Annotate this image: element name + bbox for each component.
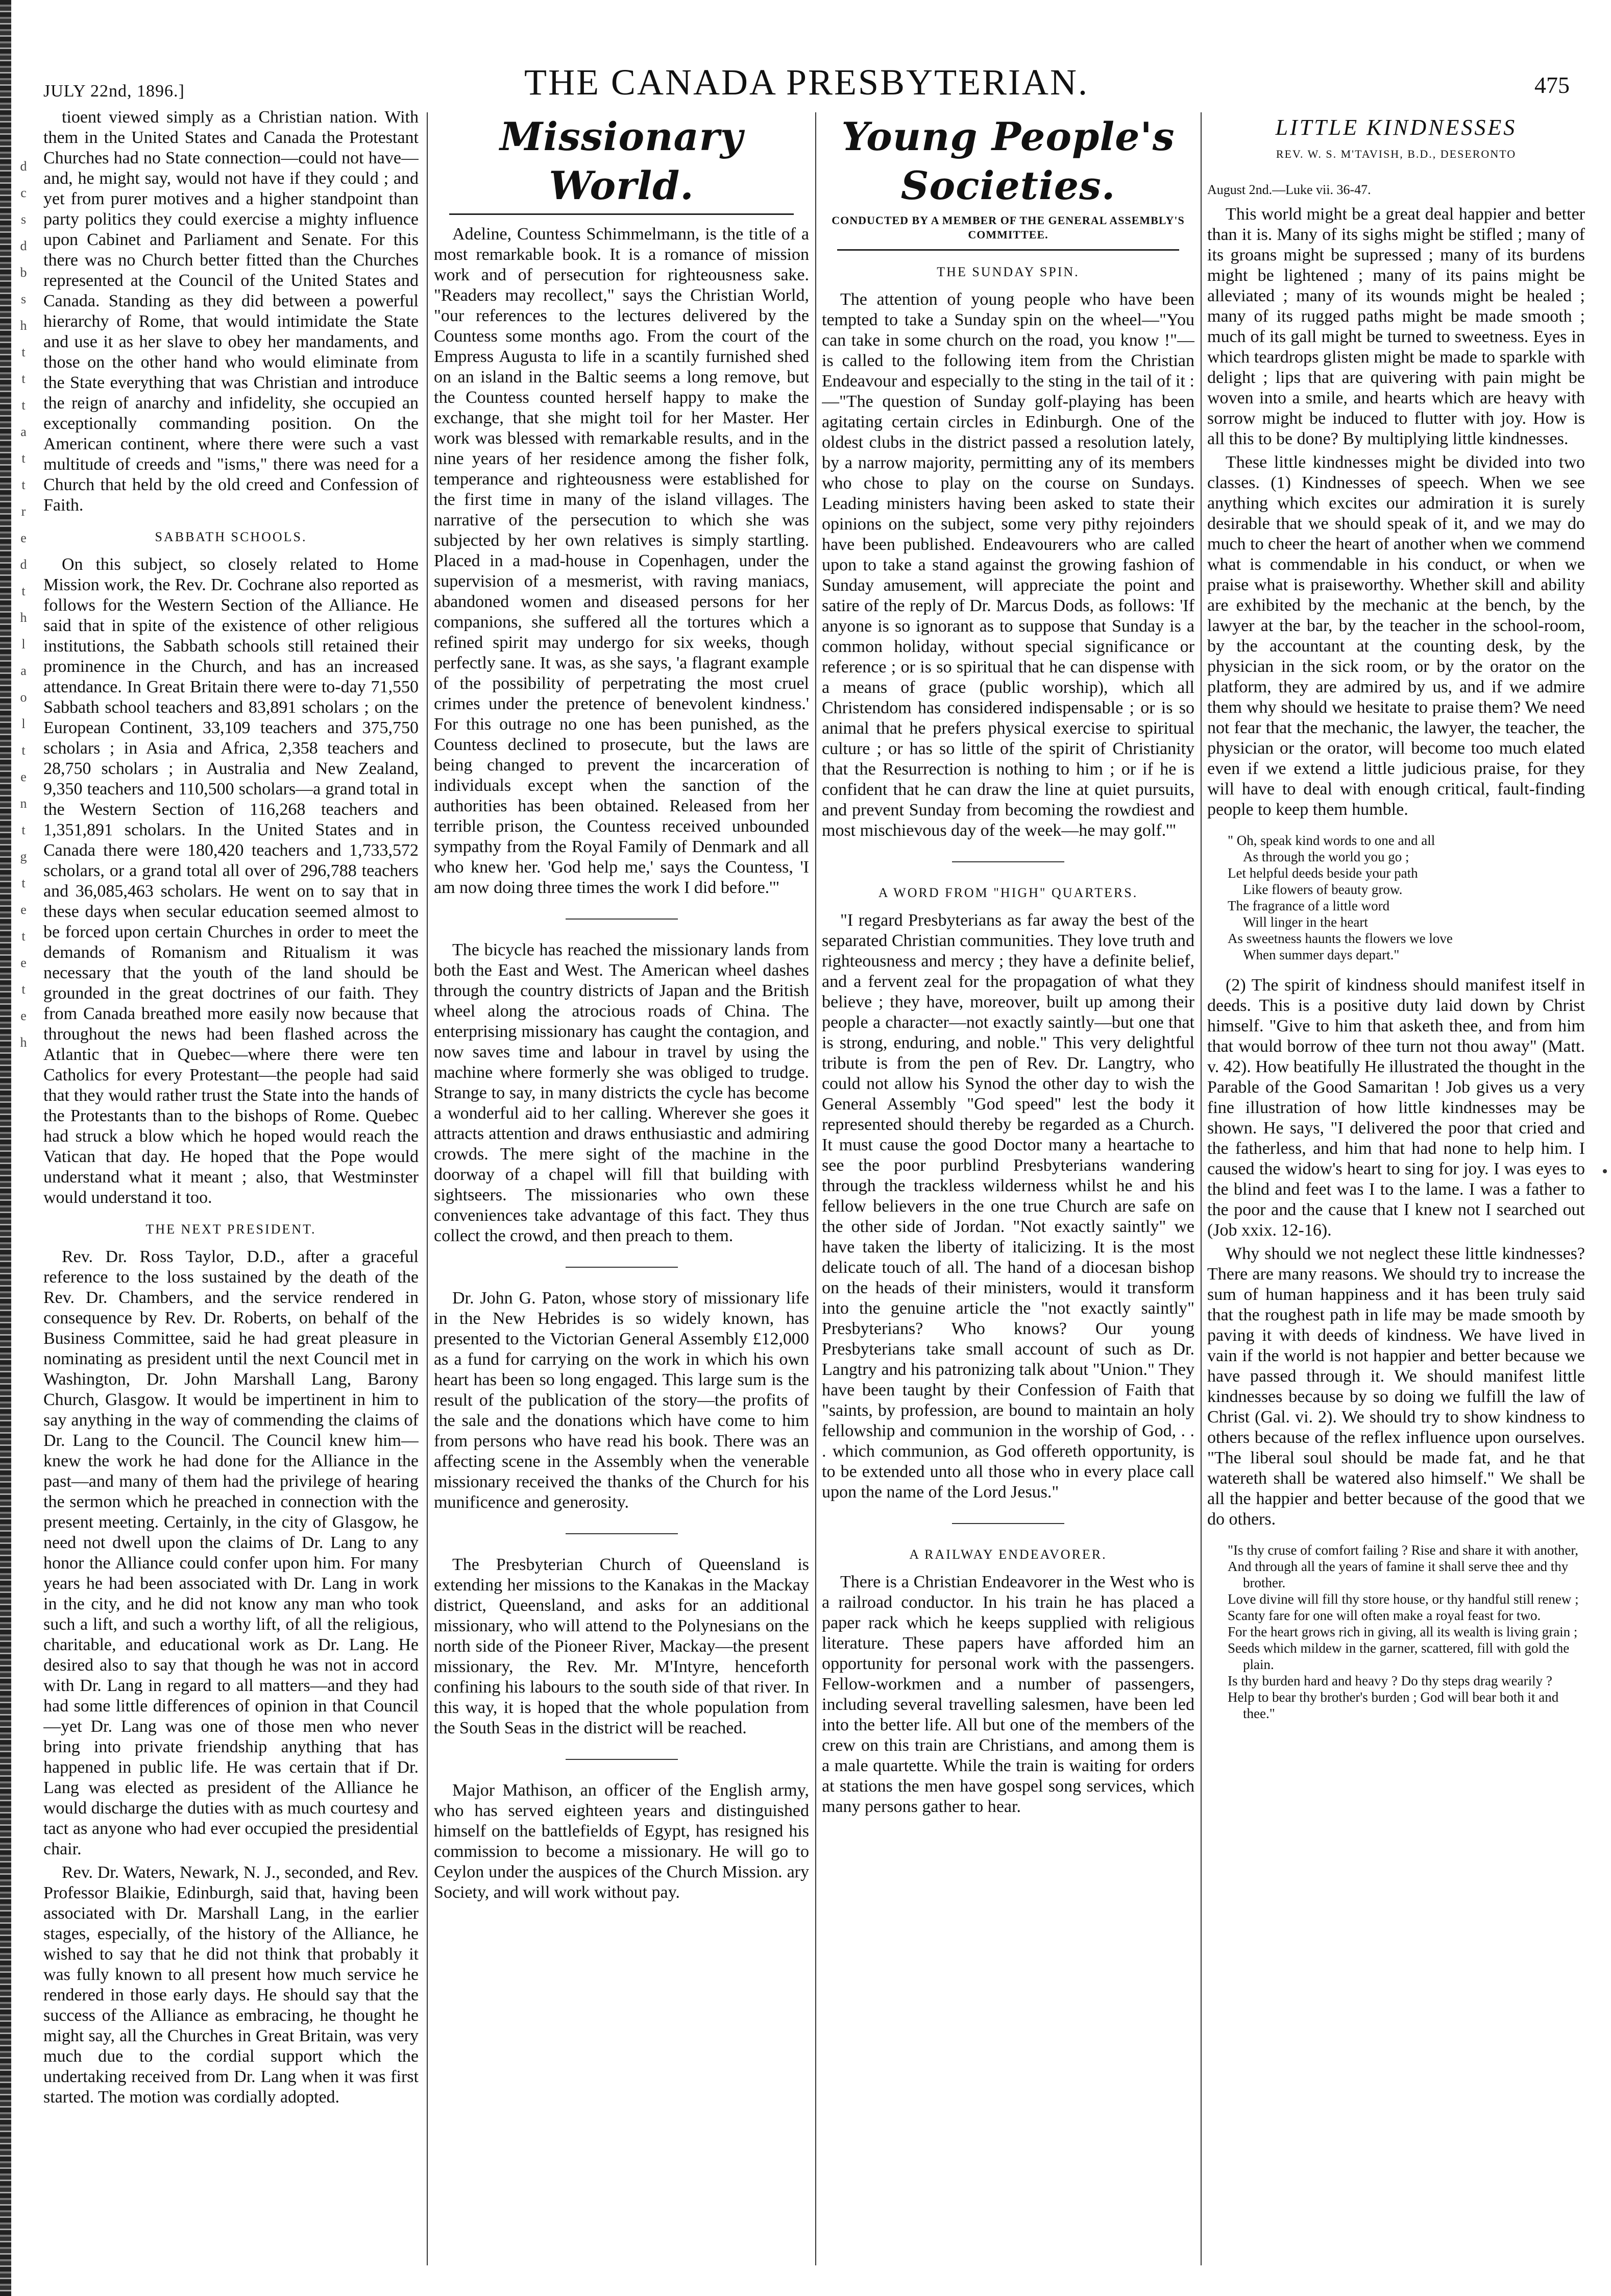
margin-letter: t: [21, 823, 26, 837]
word-section: [822, 910, 1194, 1503]
margin-letter: t: [21, 929, 26, 944]
young-peoples-heading: Young People's Societies.: [841, 114, 1175, 208]
margin-letter: e: [20, 769, 27, 784]
section-separator: [952, 1523, 1064, 1524]
margin-letter: t: [21, 743, 26, 758]
paragraph: Rev. Dr. Ross Taylor, D.D., after a graceful reference to the loss sustained by the death of the Rev. Dr. Chambers, and the service rendered in consequence by Rev. Dr. Roberts, on behalf of the Business Committee, said he had great pleasure in nominating as president until the next Council met in Washington, Dr. John Marshall Lang, Barony Church, Glasgow. It would be impertinent in him to say anything in the way of commending the claims of Dr. Lang to the Council. The Council knew him—knew the work he had done for the Alliance in the past—and many of them had the privilege of hearing the sermon which he preached in connection with the present meeting. Certainly, in the city of Glasgow, he need not dwell upon the claims of Dr. Lang to any honor the Alliance could confer upon him. For many years he had been associated with Dr. Lang in work in the city, and he did not know any man who took such a lift, and such a worthy lift, of all the religious, charitable, and educational work as Dr. Lang. He desired also to say that though he was not in accord with Dr. Lang in regard to all matters—and they had had some little differences of opinion in that Council—yet Dr. Lang was one of those men who never bring into private friendship anything that has happened in public life. He was certain that if Dr. Lang was elected as president of the Alliance he would discharge the duties with as much courtesy and tact as anyone who had ever occupied the presidential chair.: [43, 1247, 419, 1858]
margin-letter: e: [20, 1008, 27, 1023]
section-heading-sabbath-schools: SABBATH SCHOOLS.: [155, 529, 307, 544]
column-rule: [1201, 112, 1202, 2265]
poem-line: Scanty fare for one will often make a royal feast for two.: [1228, 1608, 1541, 1623]
intro-section: [43, 107, 419, 516]
margin-letter: t: [21, 982, 26, 997]
paragraph: The Presbyterian Church of Queensland is extending her missions to the Kanakas in the Mackay district, Queensland, and asks for an additional missionary, who will attend to the Polynesians on the north side of the Pioneer River, Mackay—the present missionary, the Rev. Mr. M'Intyre, henceforth confining his labours to the south side of that river. In this way, it is hoped that the whole population from the South Seas in the district will be reached.: [434, 1555, 809, 1737]
paragraph: "I regard Presbyterians as far away the best of the separated Christian communities. They love truth and righteousness and mercy ; they have a definite belief, and a fervent zeal for the propagation of what they believe ; they have, moreover, built up among their people a character—not exactly saintly—but one that is strong, enduring, and noble." This very delightful tribute is from the pen of Rev. Dr. Langtry, who could not allow his Synod the other day to wish the General Assembly "God speed" lest the body it represented should thereby be regarded as a Church. It must cause the good Doctor many a heartache to see the poor purblind Presbyterians wandering through the trackless wilderness whilst he and his fellow believers in the one true Church are safe on the other side of Jordan. "Not exactly saintly" we have taken the liberty of italicizing. It is the most delicate touch of all. The hand of a diocesan bishop on the heads of their ministers, would it transform into the genuine article the "not exactly saintly" Presbyterians? Who knows? Our young Presbyterians take small account of such as Dr. Langtry and his patronizing talk about "Union." They have been taught by their Confession of Faith that "saints, by profession, are bound to maintain an holy fellowship and communion in the worship of God, . . . which communion, as God offereth opportunity, is to be extended unto all those who in every place call upon the name of the Lord Jesus.": [822, 911, 1194, 1502]
poem-line: When summer days depart.": [1243, 947, 1400, 962]
kindness-part-b: [1207, 975, 1585, 1530]
paragraph: Dr. John G. Paton, whose story of missionary life in the New Hebrides is so widely known, has presented to the Victorian General Assembly £12,000 as a fund for carrying on the work in which his own heart has been so long engaged. This large sum is the result of the publication of the story—the profits of the sale and the donations which have come to him from persons who have read his book. There was an affecting scene in the Assembly when the venerable missionary received the thanks of the Church for his munificence and generosity.: [434, 1289, 809, 1512]
margin-letters: [15, 153, 32, 1056]
poem-line: Is thy burden hard and heavy ? Do thy steps drag wearily ?: [1228, 1673, 1552, 1688]
paragraph: There is a Christian Endeavorer in the West who is a railroad conductor. In his train he has placed a paper rack which he keeps supplied with religious literature. These papers have afforded him an opportunity for personal work with the passengers. Fellow-workmen and a number of passengers, including several travelling salesmen, have been led into the better life. All but one of the members of the crew on this train are Christians, and among them is a male quartette. While the train is waiting for orders at stations the men have gospel song services, which many persons gather to hear.: [822, 1573, 1194, 1816]
margin-letter: e: [20, 902, 27, 917]
margin-letter: o: [20, 690, 27, 705]
article-separator: [566, 1759, 678, 1760]
paragraph: Rev. Dr. Waters, Newark, N. J., seconded, and Rev. Professor Blaikie, Edinburgh, said that, having been associated with Dr. Marshall Lang, in the earlier stages, especially, of the history of the Alliance, he wished to say that he did not think that probably it was fully known to all present how much service he rendered in those early days. He should say that the success of the Alliance as embracing, he thought he might say, all the Churches in Great Britain, was very much due to the cordial support which the undertaking received from Dr. Lang when it was first started. The motion was cordially adopted.: [43, 1863, 419, 2107]
scripture-dateline: August 2nd.—Luke vii. 36-47.: [1207, 182, 1371, 197]
margin-letter: b: [20, 265, 27, 280]
article-author: REV. W. S. M'TAVISH, B.D., DESERONTO: [1276, 148, 1517, 160]
margin-letter: d: [20, 557, 27, 572]
paragraph: Adeline, Countess Schimmelmann, is the title of a most remarkable book. It is a romance of mission work and of persecution for righteousness sake. "Readers may recollect," says the Christian World, "our references to the lectures delivered by the Countess some months ago. From the court of the Empress Augusta to life in a scantily furnished shed on an island in the Baltic seems a long remove, but the Countess counted herself happy to make the exchange, that she might toil for her Master. Her work was blessed with remarkable results, and in the nine years of her residence among the fisher folk, temperance and righteousness were established for the first time in many of the island villages. The narrative of the persecution to which she was subjected by her own relatives is simply startling. Placed in a mad-house in Copenhagen, under the supervision of a mesmerist, with raving maniacs, abandoned women and diseased persons for her companions, she suffered all the tortures which a refined spirit may undergo for six weeks, though perfectly sane. It was, as she says, 'a flagrant example of the possibility of perpetrating the most cruel crimes under the pretence of benevolent kindness.' For this outrage no one has been punished, as the Countess declined to prosecute, but the laws are being changed to prevent the incarceration of individuals except when the sanction of the authorities has been obtained. Released from her terrible prison, the Countess received unbounded sympathy from the Royal Family of Denmark and all who knew her. 'God help me,' says the Countess, 'I am now doing three times the work I did before.'": [434, 225, 809, 897]
margin-letter: t: [21, 345, 26, 359]
poem-line: Love divine will fill thy store house, or thy handful still renew ;: [1228, 1591, 1579, 1607]
sabbath-section: [43, 554, 419, 1208]
page-binding-edge: [0, 0, 11, 2296]
margin-mark: [1603, 1169, 1607, 1173]
poem-line: " Oh, speak kind words to one and all: [1228, 833, 1435, 848]
column-rule: [815, 112, 816, 2265]
paragraph: These little kindnesses might be divided into two classes. (1) Kindnesses of speech. When we see anything which excites our admiration it is surely desirable that we should speak of it, and we may do much to cheer the heart of another when we commend what is commendable in his conduct, or when we praise what is praiseworthy. Whether skill and ability are exhibited by the mechanic at the bench, by the lawyer at the bar, by the teacher in the school-room, by the accountant at the counting desk, by the physician in the sick room, or by the orator on the platform, they are admired by us, and if we admire them why should we hesitate to praise them? We need not fear that the mechanic, the lawyer, the teacher, the physician or the orator, will become too much elated even if we extend a little judicious praise, for they will have to deal with enough critical, fault-finding people to keep them humble.: [1207, 453, 1585, 819]
margin-letter: h: [20, 318, 27, 333]
poem-line: Let helpful deeds beside your path: [1228, 865, 1418, 881]
margin-letter: g: [20, 849, 27, 864]
margin-letter: l: [21, 637, 26, 651]
poem-kind-words: [1228, 832, 1580, 963]
margin-letter: t: [21, 584, 26, 598]
margin-letter: t: [21, 477, 26, 492]
issue-date: JULY 22nd, 1896.]: [43, 82, 185, 101]
article-separator: [566, 919, 678, 920]
margin-letter: s: [20, 212, 27, 227]
margin-letter: a: [20, 424, 27, 439]
page-number: 475: [1534, 72, 1570, 98]
margin-letter: s: [20, 292, 27, 306]
column-young-peoples-societies: [822, 107, 1194, 2265]
margin-letter: r: [21, 504, 26, 519]
margin-letter: d: [20, 238, 27, 253]
margin-letter: h: [20, 1035, 27, 1050]
paragraph: The bicycle has reached the missionary lands from both the East and West. The American wheel dashes through the country districts of Japan and the British wheel along the atrocious roads of China. The enterprising missionary has caught the contagion, and now saves time and labour in travel by using the machine where formerly she was obliged to trudge. Strange to say, in many districts the cycle has become a wonderful aid to her calling. Wherever she goes it attracts attention and draws enthusiastic and admiring crowds. The mere sight of the machine in the doorway of a chapel will fill that building with sightseers. The missionaries who own these conveniences take advantage of this fact. They thus collect the crowd, and then preach to them.: [434, 940, 809, 1245]
paragraph: Why should we not neglect these little kindnesses? There are many reasons. We should try to increase the sum of human happiness and it has been truly said that the roughest path in life may be made smooth by paving it with deeds of kindness. We have lived in vain if the world is not happier and better because we have passed through it. We should manifest little kindnesses because by so doing we fulfill the law of Christ (Gal. vi. 2). We should try to show kindness to others because of the reflex influence upon ourselves. "The liberal soul should be made fat, and he that watereth shall be watered also himself." We shall be all the happier and better because of the good that we do others.: [1207, 1244, 1585, 1529]
railway-section: [822, 1572, 1194, 1817]
heading-rule: [837, 249, 1179, 251]
poem-line: And through all the years of famine it shall serve thee and thy brother.: [1228, 1559, 1569, 1590]
column-rule: [427, 112, 428, 2265]
poem-line: Like flowers of beauty grow.: [1243, 882, 1403, 897]
poem-line: "Is thy cruse of comfort failing ? Rise and share it with another,: [1228, 1542, 1578, 1558]
paragraph: This world might be a great deal happier and better than it is. Many of its sighs might be stifled ; many of its groans might be supressed ; many of its burdens might be lightened ; many of its pains might be alleviated ; many of its wounds might be healed ; many of its rugged paths might be made smooth ; much of its gall might be turned to sweetness. Eyes in which teardrops glisten might be made to sparkle with delight ; lips that are quivering with pain might be woven into a smile, and hearts which are heavy with sorrow might be induced to flutter with joy. How is all this to be done? By multiplying little kindnesses.: [1207, 205, 1585, 448]
paragraph: (2) The spirit of kindness should manifest itself in deeds. This is a positive duty laid down by Christ himself. "Give to him that asketh thee, and from him that would borrow of thee turn not thou away" (Matt. v. 42). How beatifully He illustrated the thought in the Parable of the Good Samaritan ! Job gives us a very fine illustration of how little kindnesses may be shown. He says, "I delivered the poor that cried and the fatherless, and him that had none to help him. I caused the widow's heart to sing for joy. I was eyes to the blind and feet was I to the lame. I was a father to the poor and the cause that I knew not I searched out (Job xxix. 12-16).: [1207, 976, 1585, 1240]
poem-line: As sweetness haunts the flowers we love: [1228, 931, 1453, 946]
poem-line: Seeds which mildew in the garner, scattered, fill with gold the plain.: [1228, 1640, 1570, 1672]
margin-letter: t: [21, 876, 26, 890]
margin-letter: n: [20, 796, 27, 811]
section-heading-sunday-spin: THE SUNDAY SPIN.: [937, 264, 1080, 279]
article-separator: [566, 1533, 678, 1534]
president-section: [43, 1247, 419, 2108]
margin-letter: a: [20, 663, 27, 678]
section-heading-next-president: THE NEXT PRESIDENT.: [145, 1222, 316, 1237]
margin-letter: l: [21, 716, 26, 731]
page-header: [43, 20, 1570, 102]
margin-letter: t: [21, 398, 26, 413]
sunday-section: [822, 289, 1194, 841]
poem-line: As through the world you go ;: [1243, 849, 1409, 864]
missionary-world-heading: Missionary World.: [500, 114, 743, 208]
margin-letter: t: [21, 371, 26, 386]
section-heading-railway: A RAILWAY ENDEAVORER.: [909, 1547, 1107, 1562]
missionary-articles: [434, 224, 809, 1903]
conducted-by-note: CONDUCTED BY A MEMBER OF THE GENERAL ASSEMBLY'S COMMITTEE.: [832, 214, 1185, 241]
section-heading-high-quarters: A WORD FROM "HIGH" QUARTERS.: [878, 885, 1138, 900]
margin-letter: h: [20, 610, 27, 625]
poem-line: The fragrance of a little word: [1228, 898, 1390, 913]
article-separator: [566, 1267, 678, 1268]
poem-line: For the heart grows rich in giving, all its wealth is living grain ;: [1228, 1624, 1578, 1639]
paragraph: Major Mathison, an officer of the English army, who has served eighteen years and distinguished himself on the battlefields of Egypt, has resigned his commission to become a missionary. He will go to Ceylon under the auspices of the Church Mission. ary Society, and will work without pay.: [434, 1781, 809, 1902]
heading-rule: [449, 213, 794, 215]
poem-line: Will linger in the heart: [1243, 914, 1368, 930]
margin-letter: d: [20, 159, 27, 174]
poem-line: Help to bear thy brother's burden ; God will bear both it and thee.": [1228, 1689, 1559, 1721]
section-separator: [952, 861, 1064, 862]
margin-letter: e: [20, 955, 27, 970]
paragraph: tioent viewed simply as a Christian nation. With them in the United States and Canada the Protestant Churches had no State connection—could not have—and, he might say, would not have if they could ; and yet from purer motives and a higher standpoint than party politics they could exercise a mighty influence upon Cabinet and Parliament and Senate. For this there was no Church better fitted than the Churches represented at the Council of the United States and Canada. Standing as they did between a powerful hierarchy of Rome, that would intimidate the State and use it as her slave to obey her mandaments, and those on the other hand who would eliminate from the State everything that was Christian and introduce the reign of anarchy and infidelity, she occupied an exceptionally commanding position. On the American continent, where there were such a vast multitude of creeds and "isms," there was need for a Church that held by the old creed and Confession of Faith.: [43, 108, 419, 515]
paragraph: On this subject, so closely related to Home Mission work, the Rev. Dr. Cochrane also reported as follows for the Western Section of the Alliance. He said that in spite of the existence of other religious institutions, the Sabbath schools still retained their prominence in the Church, and has an increased attendance. In Great Britain there were to-day 71,550 Sabbath school teachers and 83,891 scholars ; on the European Continent, 33,109 teachers and 375,750 scholars ; in Asia and Africa, 2,358 teachers and 28,750 scholars ; in Australia and New Zealand, 9,350 teachers and 110,500 scholars—a grand total in the Western Section of 116,268 teachers and 1,351,891 scholars. In the United States and in Canada there were 180,420 teachers and 1,733,572 scholars, or a grand total all over of 296,788 teachers and 36,085,463 scholars. He went on to say that in these days when secular education seemed almost to be forced upon certain Churches in order to meet the demands of Romanism and Ritualism it was necessary that the youth of the land should be grounded in the great doctrines of our faith. They from Canada breathed more easily now because that throughout the news had been flashed across the Atlantic that in Quebec—where there were ten Catholics for every Protestant—the people had said that they would rather trust the State into the hands of the Protestants than to the bishops of Rome. Quebec had struck a blow which he hoped would reach the Vatican that day. He hoped that the Pope would understand what it meant ; also, that Westminster would understand it too.: [43, 555, 419, 1207]
margin-letter: t: [21, 451, 26, 466]
column-missionary-world: [434, 107, 809, 2265]
margin-letter: c: [20, 185, 27, 200]
kindness-part-a: [1207, 204, 1585, 820]
column-little-kindnesses: [1207, 107, 1585, 2265]
margin-letter: e: [20, 530, 27, 545]
column-council-report: [43, 107, 419, 2265]
paragraph: The attention of young people who have been tempted to take a Sunday spin on the wheel—"You can take in some church on the road, you know !"—is called to the following item from the Christian Endeavour and especially to the sting in the tail of it :—"The question of Sunday golf-playing has been agitating certain circles in Edinburgh. One of the oldest clubs in the district passed a resolution lately, by a narrow majority, permitting any of its members who chose to play on the course on Sundays. Leading ministers having been asked to state their opinions on the subject, some very pithy rejoinders have been published. Endeavourers who are called upon to take a stand against the growing fashion of Sunday amusement, will appreciate the point and satire of the reply of Dr. Marcus Dods, as follows: 'If anyone is so ignorant as to suppose that Sunday is a common holiday, without special significance or reference ; or is so spiritual that he can dispense with a means of grace (public worship), which all Christendom has considered indispensable ; or is so animal that he prefers physical exercise to spiritual culture ; or has so little of the spirit of Christianity that the Resurrection is nothing to him ; or if he is confident that he can draw the line at quiet pursuits, and prevent Sunday from becoming the rowdiest and most mischievous day of the week—he may golf.'": [822, 290, 1194, 840]
newspaper-title: THE CANADA PRESBYTERIAN.: [524, 62, 1089, 103]
article-title: LITTLE KINDNESSES: [1275, 115, 1517, 140]
poem-cruse-of-comfort: [1228, 1542, 1580, 1722]
